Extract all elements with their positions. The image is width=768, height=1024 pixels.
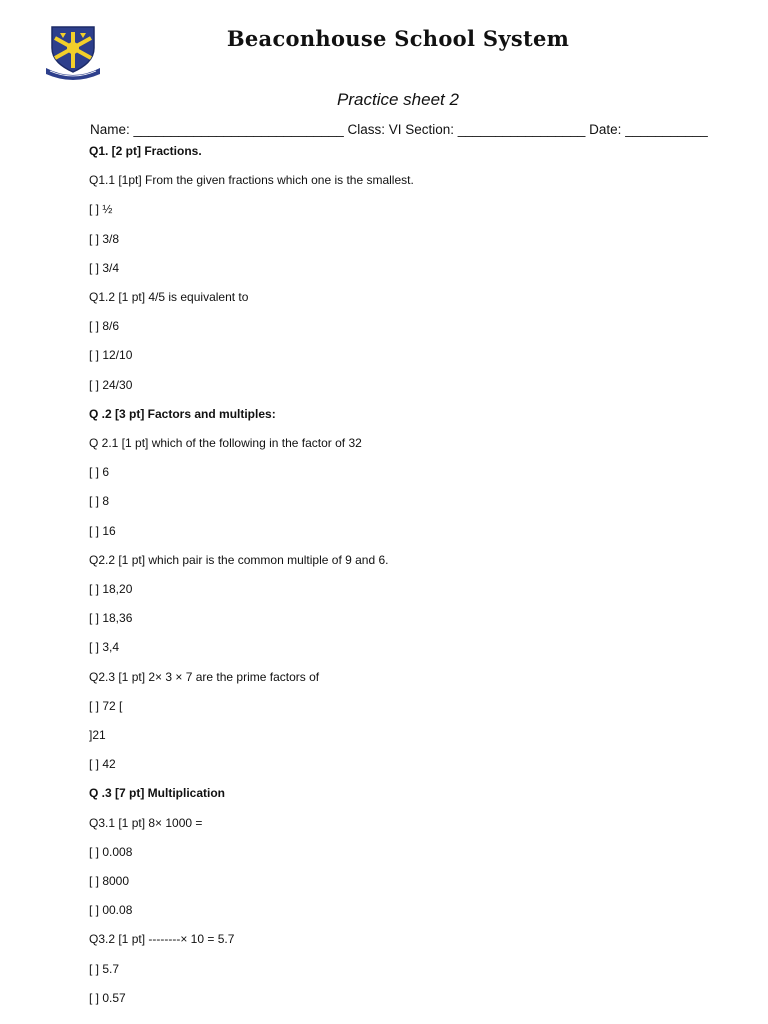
- answer-option: [ ] 5.7: [89, 961, 120, 976]
- answer-option: [ ] 6: [89, 465, 110, 480]
- school-name-heading: Beaconhouse School System: [226, 26, 570, 51]
- question-text: Q 2.1 [1 pt] which of the following in the factor of 32: [89, 436, 362, 450]
- question-text: Q1.1 [1pt] From the given fractions which one is the smallest.: [89, 173, 414, 188]
- student-info-line: Name: ____________________________ Class: VI Section: _________________ Date: ___________: [90, 122, 708, 137]
- answer-option: [ ] 3/4: [89, 260, 120, 275]
- question-text: Q1.2 [1 pt] 4/5 is equivalent to: [89, 290, 249, 304]
- answer-option: [ ] 72 [: [89, 698, 123, 713]
- question-text: Q2.3 [1 pt] 2× 3 × 7 are the prime factors of: [89, 669, 320, 684]
- answer-option: [ ] 12/10: [89, 348, 133, 363]
- section-heading: Q1. [2 pt] Fractions.: [89, 144, 202, 158]
- answer-option: [ ] 18,20: [89, 582, 133, 596]
- section-heading: Q .3 [7 pt] Multiplication: [89, 786, 225, 801]
- answer-option: [ ] 3,4: [89, 640, 120, 655]
- answer-option: [ ] 18,36: [89, 611, 133, 626]
- answer-option: [ ] 24/30: [89, 377, 133, 392]
- answer-option: [ ] 00.08: [89, 903, 133, 918]
- section-heading: Q .2 [3 pt] Factors and multiples:: [89, 406, 276, 421]
- answer-option: [ ] 0.008: [89, 844, 133, 859]
- question-text: Q3.2 [1 pt] --------× 10 = 5.7: [89, 932, 235, 947]
- answer-option: [ ] 8000: [89, 874, 130, 888]
- answer-option: [ ] ½: [89, 202, 113, 217]
- answer-option: ]21: [89, 728, 106, 742]
- answer-option: [ ] 8/6: [89, 319, 120, 334]
- question-text: Q2.2 [1 pt] which pair is the common multiple of 9 and 6.: [89, 552, 389, 567]
- answer-option: [ ] 16: [89, 523, 116, 538]
- answer-option: [ ] 8: [89, 494, 110, 509]
- question-text: Q3.1 [1 pt] 8× 1000 =: [89, 815, 203, 830]
- answer-option: [ ] 3/8: [89, 231, 120, 246]
- answer-option: [ ] 42: [89, 757, 116, 772]
- sheet-title: Practice sheet 2: [337, 90, 459, 109]
- answer-option: [ ] 0.57: [89, 990, 126, 1005]
